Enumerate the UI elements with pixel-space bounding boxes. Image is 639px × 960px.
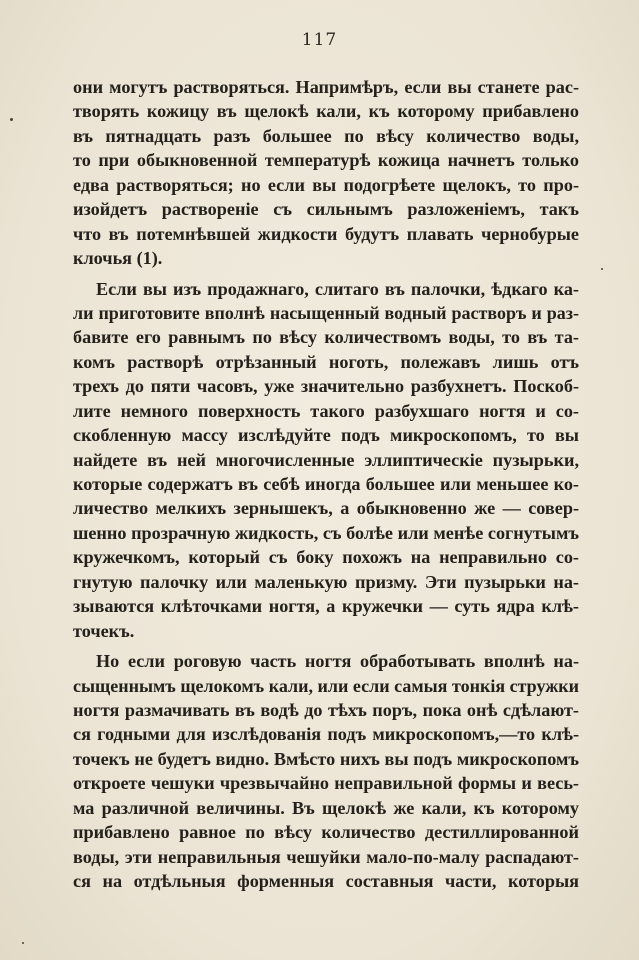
text-line: ма различной величины. Въ щелокѣ же кали, къ которому (73, 797, 579, 818)
ink-speck (22, 942, 24, 944)
text-line: ся годными для изслѣдованія подъ микроскопомъ,—то клѣ- (73, 724, 579, 745)
text-line: едва растворяться; но если вы подогрѣете щелокъ, то про- (73, 174, 579, 195)
text-line: трехъ до пяти часовъ, уже значительно разбухнетъ. Поскоб- (73, 376, 579, 397)
text-line: въ пятнадцать разъ большее по вѣсу количество воды, (73, 125, 579, 146)
text-line: зываются клѣточками ногтя, а кружечки — суть ядра клѣ- (73, 596, 579, 617)
text-line: личество мелкихъ зернышекъ, а обыкновенно же — совер- (73, 498, 579, 519)
page-number: 117 (301, 30, 338, 50)
text-line: откроете чешуки чрезвычайно неправильной формы и весь- (73, 773, 579, 794)
text-line: бавите его равнымъ по вѣсу количествомъ воды, то въ та- (73, 327, 579, 348)
text-line: то при обыкновенной температурѣ кожица начнетъ только (73, 150, 579, 171)
text-line: кружечкомъ, который съ боку похожъ на неправильно со- (73, 547, 579, 568)
text-line: ся на отдѣльныя форменныя составныя части, которыя (73, 871, 579, 891)
text-line: точекъ не будетъ видно. Вмѣсто нихъ вы подъ микроскопомъ (73, 748, 579, 769)
text-line: найдете въ ней многочисленные эллиптическіе пузырьки, (73, 449, 579, 470)
ink-speck (10, 118, 13, 121)
text-line: сыщеннымъ щелокомъ кали, или если самыя тонкія стружки (73, 675, 579, 696)
text-line: творять кожицу въ щелокѣ кали, къ которому прибавлено (73, 101, 579, 122)
text-line: гнутую палочку или маленькую призму. Эти пузырьки на- (73, 571, 579, 592)
paragraph-3 (73, 649, 579, 893)
text-line: шенно прозрачную жидкость, съ болѣе или менѣе согнутымъ (73, 522, 579, 543)
text-line: комъ растворѣ отрѣзанный ноготь, полежавъ лишь отъ (73, 351, 579, 372)
text-line: клочья (1). (73, 248, 163, 269)
text-line: точекъ. (73, 620, 135, 641)
text-line: лите немного поверхность такого разбухшаго ногтя и со- (73, 400, 579, 421)
text-line: которые содержатъ въ себѣ иногда большее или меньшее ко- (73, 474, 579, 494)
text-line: ногтя размачивать въ водѣ до тѣхъ поръ, пока онѣ сдѣлают- (73, 699, 579, 720)
text-line: прибавлено равное по вѣсу количество дестиллированной (73, 822, 579, 843)
text-line: Если вы изъ продажнаго, слитаго въ палочки, ѣдкаго ка- (96, 278, 579, 299)
text-line: Но если роговую часть ногтя обработывать вполнѣ на- (96, 651, 579, 672)
body-text (73, 75, 579, 893)
text-line: что въ потемнѣвшей жидкости будутъ плавать чернобурые (73, 223, 579, 244)
ink-speck (601, 268, 603, 270)
paragraph-2 (73, 277, 579, 644)
text-line: изойдетъ раствореніе съ сильнымъ разложеніемъ, такъ (73, 199, 579, 220)
text-line: они могутъ растворяться. Напримѣръ, если вы станете рас- (73, 77, 579, 97)
text-line: ли приготовите вполнѣ насыщенный водный растворъ и раз- (73, 302, 579, 323)
text-line: воды, эти неправильныя чешуйки мало-по-малу распадают- (73, 846, 579, 867)
paragraph-1 (73, 75, 579, 271)
text-line: скобленную массу изслѣдуйте подъ микроскопомъ, то вы (73, 425, 579, 446)
